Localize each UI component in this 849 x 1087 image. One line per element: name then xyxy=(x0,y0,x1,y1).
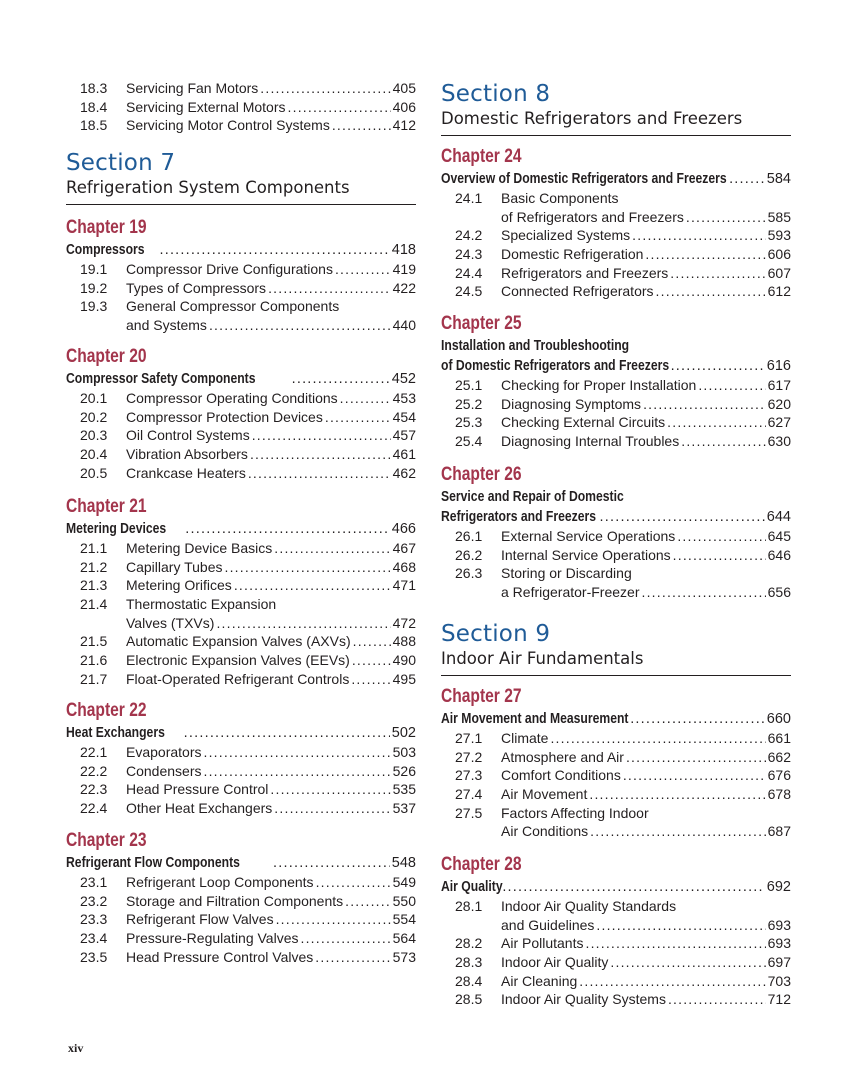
page-number: 462 xyxy=(392,464,416,481)
section-subtitle: Domestic Refrigerators and Freezers xyxy=(441,109,743,128)
page-number: 549 xyxy=(392,874,416,890)
toc-entry[interactable]: 21.4 Thermostatic Expansion xyxy=(80,596,277,613)
leader-dots xyxy=(642,583,766,602)
leader-dots xyxy=(632,226,765,245)
page-number: 617 xyxy=(767,377,791,393)
page-number: 630 xyxy=(767,433,791,450)
chapter-19 xyxy=(66,216,416,335)
page-number: 676 xyxy=(767,767,791,784)
page-number: 660 xyxy=(766,711,791,727)
page-number: 554 xyxy=(392,911,416,928)
page-number: 703 xyxy=(767,972,791,989)
page-number: 502 xyxy=(391,725,416,741)
toc-entry[interactable]: 28.5 Indoor Air Quality Systems ..... 712 xyxy=(441,990,791,1009)
page-number: 692 xyxy=(766,879,791,895)
leader-dots xyxy=(184,723,390,743)
page-number: 693 xyxy=(767,916,791,933)
page-number: 693 xyxy=(767,935,791,952)
leader-dots xyxy=(301,929,391,948)
toc-entry[interactable]: 24.1 Basic Components xyxy=(455,190,619,206)
chapter-title[interactable]: Air Quality ..... 692 xyxy=(441,877,791,897)
section-rule xyxy=(441,675,791,676)
section-9-header xyxy=(441,620,791,676)
leader-dots xyxy=(276,910,391,929)
chapter-label: Chapter 22 xyxy=(66,700,147,721)
leader-dots xyxy=(273,853,390,873)
page-number: 419 xyxy=(392,261,416,277)
page-number: 440 xyxy=(392,317,416,334)
page-number: 422 xyxy=(392,279,416,296)
chapter-label: Chapter 20 xyxy=(66,346,147,367)
page-number: 452 xyxy=(391,371,416,387)
leader-dots xyxy=(352,651,391,670)
toc-entry[interactable]: 26.2 Internal Service Operations ..... 646 xyxy=(441,546,791,565)
toc-entry[interactable]: 27.2 Atmosphere and Air ..... 662 xyxy=(441,748,791,767)
section-rule xyxy=(441,135,791,136)
page-number: 616 xyxy=(766,358,791,374)
page-number: 472 xyxy=(392,614,416,631)
toc-entry[interactable]: 21.6 Electronic Expansion Valves (EEVs) ..... 490 xyxy=(66,651,416,670)
toc-entry[interactable]: 25.3 Checking External Circuits ..... 627 xyxy=(441,413,791,432)
toc-entry[interactable]: 21.3 Metering Orifices ..... 471 xyxy=(66,576,416,595)
toc-entry[interactable]: 24.2 Specialized Systems ..... 593 xyxy=(441,226,791,245)
page-number: 661 xyxy=(767,730,791,746)
toc-entry[interactable]: 20.5 Crankcase Heaters ..... 462 xyxy=(66,464,416,483)
chapter-25 xyxy=(441,312,791,451)
chapter-title[interactable]: Compressor Safety Components ..... 452 xyxy=(66,369,416,389)
page-number: 453 xyxy=(392,390,416,406)
page-number: 418 xyxy=(391,242,416,258)
leader-dots xyxy=(270,780,390,799)
leader-dots xyxy=(274,539,390,558)
page-number: 406 xyxy=(392,98,416,115)
leader-dots xyxy=(698,376,765,395)
chapter-title[interactable]: Compressors ..... 418 xyxy=(66,240,416,260)
toc-entry[interactable]: 19.3 General Compressor Components xyxy=(80,298,340,315)
toc-entry[interactable]: 24.3 Domestic Refrigeration ..... 606 xyxy=(441,245,791,264)
leader-dots xyxy=(248,464,391,483)
toc-entry[interactable]: 18.4 Servicing External Motors ..... 406 xyxy=(66,98,416,117)
leader-dots xyxy=(643,395,766,414)
chapter-18-continued xyxy=(66,79,416,135)
page-number: 550 xyxy=(392,892,416,909)
toc-entry[interactable]: 21.5 Automatic Expansion Valves (AXVs) ..... 488 xyxy=(66,632,416,651)
section-title: Section 8 xyxy=(441,81,551,107)
leader-dots xyxy=(630,709,765,729)
page-number: 646 xyxy=(767,546,791,563)
toc-entry[interactable]: 28.2 Air Pollutants ..... 693 xyxy=(441,934,791,953)
toc-entry[interactable]: 23.5 Head Pressure Control Valves ..... 573 xyxy=(66,948,416,967)
leader-dots xyxy=(209,316,391,335)
chapter-20 xyxy=(66,345,416,482)
chapter-label: Chapter 23 xyxy=(66,830,147,851)
leader-dots xyxy=(288,98,391,117)
chapter-26 xyxy=(441,463,791,602)
page-number: 490 xyxy=(392,652,416,669)
page-number: 606 xyxy=(767,246,791,263)
page-number: 712 xyxy=(767,991,791,1008)
page-number: 468 xyxy=(392,558,416,575)
leader-dots xyxy=(686,208,766,227)
chapter-title-line-1[interactable]: Service and Repair of Domestic xyxy=(441,489,624,505)
leader-dots xyxy=(596,916,765,935)
leader-dots xyxy=(667,413,765,432)
chapter-27 xyxy=(441,685,791,841)
chapter-title-line-1[interactable]: Installation and Troubleshooting xyxy=(441,338,630,354)
leader-dots xyxy=(590,822,765,841)
toc-entry[interactable]: 18.5 Servicing Motor Control Systems ..... 412 xyxy=(66,116,416,135)
toc-entry[interactable]: 26.1 External Service Operations ..... 645 xyxy=(441,527,791,546)
page-number: 644 xyxy=(766,509,791,525)
toc-entry[interactable]: 25.2 Diagnosing Symptoms ..... 620 xyxy=(441,395,791,414)
leader-dots xyxy=(656,282,766,301)
leader-dots xyxy=(204,762,391,781)
toc-entry[interactable]: 20.2 Compressor Protection Devices ..... 454 xyxy=(66,408,416,427)
page-number: 467 xyxy=(392,540,416,556)
section-8-header xyxy=(441,80,791,136)
toc-entry[interactable]: 22.2 Condensers ..... 526 xyxy=(66,762,416,781)
chapter-title[interactable]: Air Movement and Measurement ..... 660 xyxy=(441,709,791,729)
leader-dots xyxy=(325,408,391,427)
leader-dots xyxy=(315,948,390,967)
leader-dots xyxy=(185,519,390,539)
section-title: Section 9 xyxy=(441,621,551,647)
toc-entry[interactable]: 21.7 Float-Operated Refrigerant Controls ..... 495 xyxy=(66,670,416,689)
chapter-label: Chapter 28 xyxy=(441,854,522,875)
leader-dots xyxy=(340,389,391,408)
toc-entry[interactable]: 23.2 Storage and Filtration Components ..... 550 xyxy=(66,892,416,911)
leader-dots xyxy=(234,576,391,595)
leader-dots xyxy=(159,240,389,260)
page-number: 656 xyxy=(767,584,791,601)
page-number: 678 xyxy=(767,786,791,803)
leader-dots xyxy=(673,546,766,565)
leader-dots xyxy=(250,445,391,464)
toc-entry[interactable]: 24.4 Refrigerators and Freezers ..... 607 xyxy=(441,264,791,283)
leader-dots xyxy=(668,990,766,1009)
page-number: 662 xyxy=(767,748,791,765)
leader-dots xyxy=(589,785,765,804)
toc-entry[interactable]: 20.4 Vibration Absorbers ..... 461 xyxy=(66,445,416,464)
toc-entry[interactable]: 27.3 Comfort Conditions ..... 676 xyxy=(441,766,791,785)
leader-dots xyxy=(502,877,764,897)
toc-entry[interactable]: 27.1 Climate ..... 661 xyxy=(441,729,791,748)
leader-dots xyxy=(225,558,391,577)
page-number: 471 xyxy=(392,577,416,594)
leader-dots xyxy=(645,245,765,264)
page-number: 607 xyxy=(767,264,791,281)
leader-dots xyxy=(600,507,765,527)
chapter-label: Chapter 24 xyxy=(441,146,522,167)
leader-dots xyxy=(623,766,766,785)
chapter-title[interactable]: Overview of Domestic Refrigerators and Freezers ..... 584 xyxy=(441,169,791,189)
section-7-header xyxy=(66,149,416,205)
toc-entry-continuation[interactable]: and Systems ..... 440 xyxy=(66,316,416,335)
page-number: 526 xyxy=(392,762,416,779)
section-subtitle: Indoor Air Fundamentals xyxy=(441,649,644,668)
toc-entry[interactable]: 22.1 Evaporators ..... 503 xyxy=(66,743,416,762)
section-subtitle: Refrigeration System Components xyxy=(66,178,350,197)
page-number: 495 xyxy=(392,670,416,687)
leader-dots xyxy=(353,632,391,651)
toc-entry-continuation[interactable]: a Refrigerator-Freezer ..... 656 xyxy=(441,583,791,602)
toc-entry-continuation[interactable]: of Refrigerators and Freezers ..... 585 xyxy=(441,208,791,227)
leader-dots xyxy=(274,799,390,818)
toc-entry-continuation[interactable]: and Guidelines ..... 693 xyxy=(441,916,791,935)
leader-dots xyxy=(260,79,390,98)
page-number: 466 xyxy=(391,521,416,537)
leader-dots xyxy=(316,873,391,892)
chapter-title[interactable]: Heat Exchangers ..... 502 xyxy=(66,723,416,743)
leader-dots xyxy=(729,169,765,189)
toc-entry[interactable]: 23.3 Refrigerant Flow Valves ..... 554 xyxy=(66,910,416,929)
toc-entry[interactable]: 22.3 Head Pressure Control ..... 535 xyxy=(66,780,416,799)
chapter-title[interactable]: Refrigerant Flow Components ..... 548 xyxy=(66,853,416,873)
toc-entry[interactable]: 27.5 Factors Affecting Indoor xyxy=(455,804,649,821)
page-number: 537 xyxy=(392,800,416,817)
page-number: 405 xyxy=(392,80,416,96)
leader-dots xyxy=(677,527,765,546)
page-number: 457 xyxy=(392,427,416,444)
page-number: 697 xyxy=(767,954,791,971)
page-number: 573 xyxy=(392,948,416,965)
page-number: 593 xyxy=(767,227,791,244)
leader-dots xyxy=(681,432,765,451)
chapter-22 xyxy=(66,699,416,818)
leader-dots xyxy=(216,614,390,633)
toc-entry-continuation[interactable]: Air Conditions ..... 687 xyxy=(441,822,791,841)
chapter-label: Chapter 25 xyxy=(441,313,522,334)
leader-dots xyxy=(550,729,765,748)
leader-dots xyxy=(203,743,390,762)
chapter-label: Chapter 27 xyxy=(441,686,522,707)
toc-entry[interactable]: 20.3 Oil Control Systems ..... 457 xyxy=(66,426,416,445)
leader-dots xyxy=(610,953,765,972)
section-title: Section 7 xyxy=(66,150,176,176)
page-number: 564 xyxy=(392,930,416,947)
page-number: 612 xyxy=(767,283,791,300)
page-folio: xiv xyxy=(68,1041,84,1055)
leader-dots xyxy=(351,670,390,689)
leader-dots xyxy=(626,748,766,767)
toc-entry[interactable]: 19.1 Compressor Drive Configurations ..... 419 xyxy=(66,260,416,279)
chapter-title[interactable]: of Domestic Refrigerators and Freezers ..... 616 xyxy=(441,356,791,376)
toc-entry[interactable]: 28.4 Air Cleaning ..... 703 xyxy=(441,972,791,991)
chapter-label: Chapter 19 xyxy=(66,217,147,238)
leader-dots xyxy=(671,356,765,376)
page-number: 645 xyxy=(767,528,791,544)
chapter-21 xyxy=(66,495,416,689)
page-number: 535 xyxy=(392,781,416,798)
toc-entry[interactable]: 24.5 Connected Refrigerators ..... 612 xyxy=(441,282,791,301)
page-number: 687 xyxy=(767,823,791,840)
toc-entry[interactable]: 18.3 Servicing Fan Motors ..... 405 xyxy=(66,79,416,98)
toc-entry[interactable]: 28.1 Indoor Air Quality Standards xyxy=(455,898,677,914)
page-number: 488 xyxy=(392,633,416,650)
toc-entry[interactable]: 25.4 Diagnosing Internal Troubles ..... 630 xyxy=(441,432,791,451)
chapter-title[interactable]: Refrigerators and Freezers ..... 644 xyxy=(441,507,791,527)
leader-dots xyxy=(579,972,765,991)
chapter-24 xyxy=(441,145,791,301)
page-number: 548 xyxy=(391,855,416,871)
leader-dots xyxy=(335,260,391,279)
section-rule xyxy=(66,204,416,205)
toc-entry[interactable]: 27.4 Air Movement ..... 678 xyxy=(441,785,791,804)
page-number: 454 xyxy=(392,408,416,425)
chapter-28 xyxy=(441,853,791,1009)
leader-dots xyxy=(585,934,765,953)
toc-entry[interactable]: 28.3 Indoor Air Quality ..... 697 xyxy=(441,953,791,972)
toc-entry[interactable]: 22.4 Other Heat Exchangers ..... 537 xyxy=(66,799,416,818)
chapter-23 xyxy=(66,829,416,966)
leader-dots xyxy=(670,264,765,283)
page-number: 584 xyxy=(766,171,791,187)
page-number: 627 xyxy=(767,414,791,431)
toc-entry-continuation[interactable]: Valves (TXVs) ..... 472 xyxy=(66,614,416,633)
chapter-title[interactable]: Metering Devices ..... 466 xyxy=(66,519,416,539)
toc-entry[interactable]: 21.2 Capillary Tubes ..... 468 xyxy=(66,558,416,577)
toc-entry[interactable]: 19.2 Types of Compressors ..... 422 xyxy=(66,279,416,298)
leader-dots xyxy=(252,426,391,445)
toc-entry[interactable]: 21.1 Metering Device Basics ..... 467 xyxy=(66,539,416,558)
page-number: 585 xyxy=(767,208,791,225)
page-number: 620 xyxy=(767,395,791,412)
toc-entry[interactable]: 20.1 Compressor Operating Conditions ..... 453 xyxy=(66,389,416,408)
toc-entry[interactable]: 23.1 Refrigerant Loop Components ..... 549 xyxy=(66,873,416,892)
leader-dots xyxy=(292,369,390,389)
toc-entry[interactable]: 25.1 Checking for Proper Installation ..... 617 xyxy=(441,376,791,395)
chapter-label: Chapter 26 xyxy=(441,464,522,485)
page-number: 461 xyxy=(392,446,416,463)
chapter-label: Chapter 21 xyxy=(66,496,147,517)
leader-dots xyxy=(345,892,391,911)
page-number: 503 xyxy=(392,744,416,760)
leader-dots xyxy=(332,116,391,135)
toc-entry[interactable]: 23.4 Pressure-Regulating Valves ..... 564 xyxy=(66,929,416,948)
leader-dots xyxy=(268,279,391,298)
page-number: 412 xyxy=(392,117,416,134)
toc-entry[interactable]: 26.3 Storing or Discarding xyxy=(455,565,632,582)
